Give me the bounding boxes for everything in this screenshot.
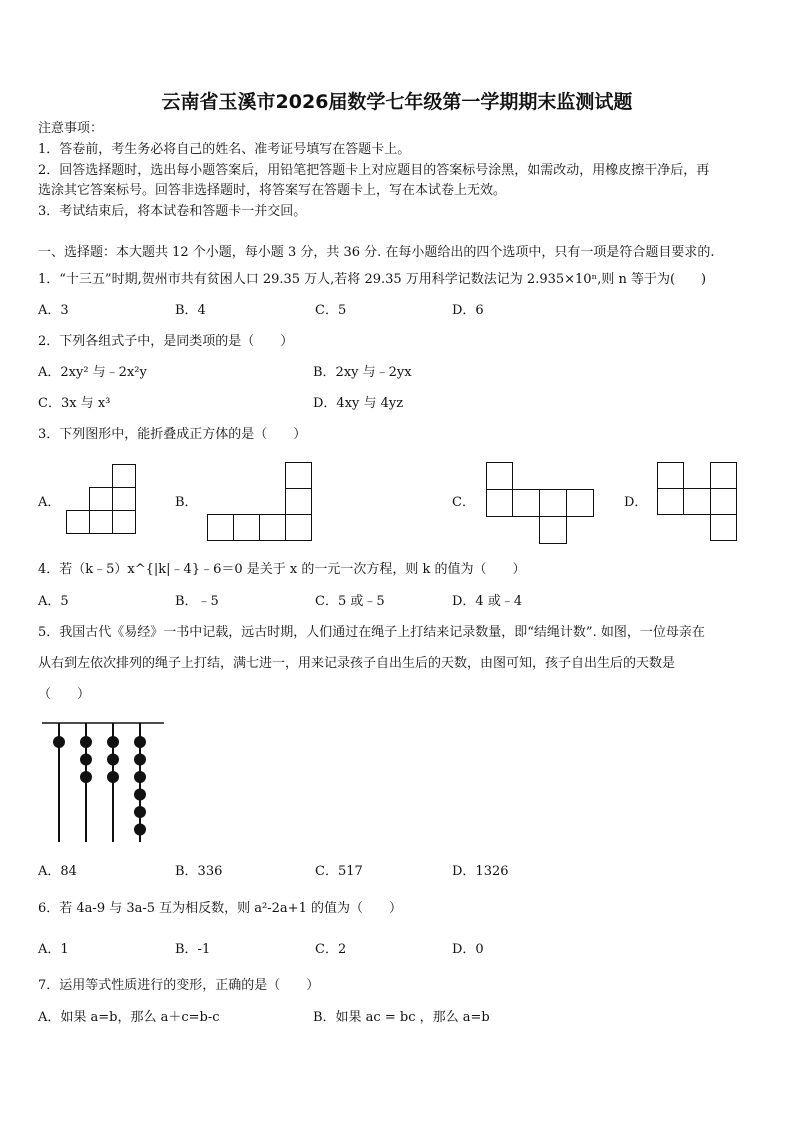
rope-knot bbox=[107, 736, 119, 748]
question-7-stem: 7．运用等式性质进行的变形，正确的是（ ） bbox=[38, 978, 320, 993]
q2-option-d: D．4xy 与 4yz bbox=[313, 396, 404, 411]
rope-knot bbox=[53, 736, 65, 748]
q7-option-b: B．如果 ac = bc ，那么 a=b bbox=[313, 1010, 490, 1025]
question-5-stem-line1: 5．我国古代《易经》一书中记载，远古时期，人们通过在绳子上打结来记录数量，即“结绳计数”. 如图，一位母亲在 bbox=[38, 625, 705, 640]
q5-option-b: B．336 bbox=[175, 864, 223, 879]
q1-option-b: B．4 bbox=[175, 303, 206, 318]
q3-option-b: B． bbox=[175, 495, 198, 510]
q1-option-d: D．6 bbox=[452, 303, 484, 318]
rope-knot bbox=[134, 806, 146, 818]
q5-option-a: A．84 bbox=[38, 864, 77, 879]
notice-item: 2．回答选择题时，选出每小题答案后，用铅笔把答题卡上对应题目的答案标号涂黑，如需改动，用橡皮擦干净后，再 bbox=[38, 163, 710, 178]
rope-knot bbox=[80, 771, 92, 783]
question-5-stem-line2: 从右到左依次排列的绳子上打结，满七进一，用来记录孩子自出生后的天数，由图可知，孩子自出生后的天数是 bbox=[38, 656, 676, 671]
notice-item: 选涂其它答案标号。回答非选择题时，将答案写在答题卡上，写在本试卷上无效。 bbox=[38, 183, 507, 198]
rope-knot bbox=[107, 754, 119, 766]
rope-knot bbox=[134, 736, 146, 748]
q2-option-c: C．3x 与 x³ bbox=[38, 396, 111, 411]
q5-option-d: D．1326 bbox=[452, 864, 509, 879]
q1-option-c: C．5 bbox=[315, 303, 347, 318]
knotted-ropes-figure bbox=[40, 720, 170, 845]
q7-option-a: A．如果 a=b，那么 a＋c=b-c bbox=[38, 1010, 220, 1025]
rope-knot bbox=[134, 754, 146, 766]
q4-option-a: A．5 bbox=[38, 594, 69, 609]
section-heading: 一、选择题：本大题共 12 个小题，每小题 3 分，共 36 分. 在每小题给出的四个选项中，只有一项是符合题目要求的. bbox=[38, 245, 715, 260]
question-6-stem: 6．若 4a-9 与 3a-5 互为相反数，则 a²-2a+1 的值为（ ） bbox=[38, 901, 402, 916]
q6-option-d: D．0 bbox=[452, 942, 484, 957]
notice-item: 1．答卷前，考生务必将自己的姓名、准考证号填写在答题卡上。 bbox=[38, 142, 411, 157]
rope-knot bbox=[107, 771, 119, 783]
notice-heading: 注意事项： bbox=[38, 121, 104, 136]
q2-option-a: A．2xy² 与﹣2x²y bbox=[38, 365, 147, 380]
rope-knot bbox=[80, 736, 92, 748]
q2-option-b: B．2xy 与﹣2yx bbox=[313, 365, 412, 380]
page-title: 云南省玉溪市2026届数学七年级第一学期期末监测试题 bbox=[161, 91, 633, 113]
q1-option-a: A．3 bbox=[38, 303, 69, 318]
q6-option-a: A．1 bbox=[38, 942, 69, 957]
notice-item: 3．考试结束后，将本试卷和答题卡一并交回。 bbox=[38, 204, 307, 219]
question-3-stem: 3．下列图形中，能折叠成正方体的是（ ） bbox=[38, 427, 307, 442]
q4-option-c: C．5 或﹣5 bbox=[315, 594, 385, 609]
q6-option-c: C．2 bbox=[315, 942, 347, 957]
question-2-stem: 2．下列各组式子中，是同类项的是（ ） bbox=[38, 334, 294, 349]
q3-option-a: A． bbox=[38, 495, 61, 510]
rope-knot bbox=[134, 771, 146, 783]
rope-knot bbox=[80, 754, 92, 766]
q4-option-d: D．4 或﹣4 bbox=[452, 594, 523, 609]
question-5-stem-line3: （ ） bbox=[38, 687, 91, 702]
q6-option-b: B．-1 bbox=[175, 942, 211, 957]
q3-option-d: D． bbox=[624, 495, 648, 510]
q4-option-b: B．﹣5 bbox=[175, 594, 219, 609]
question-4-stem: 4．若（k﹣5）x^{|k|﹣4}﹣6＝0 是关于 x 的一元一次方程，则 k 的值为（ ） bbox=[38, 562, 526, 577]
question-1-stem: 1．“十三五”时期,贺州市共有贫困人口 29.35 万人,若将 29.35 万用科学记数法记为 2.935×10ⁿ,则 n 等于为( ) bbox=[38, 272, 707, 287]
rope-knot bbox=[134, 789, 146, 801]
rope-knot bbox=[134, 824, 146, 836]
q3-option-c: C． bbox=[452, 495, 475, 510]
q5-option-c: C．517 bbox=[315, 864, 363, 879]
